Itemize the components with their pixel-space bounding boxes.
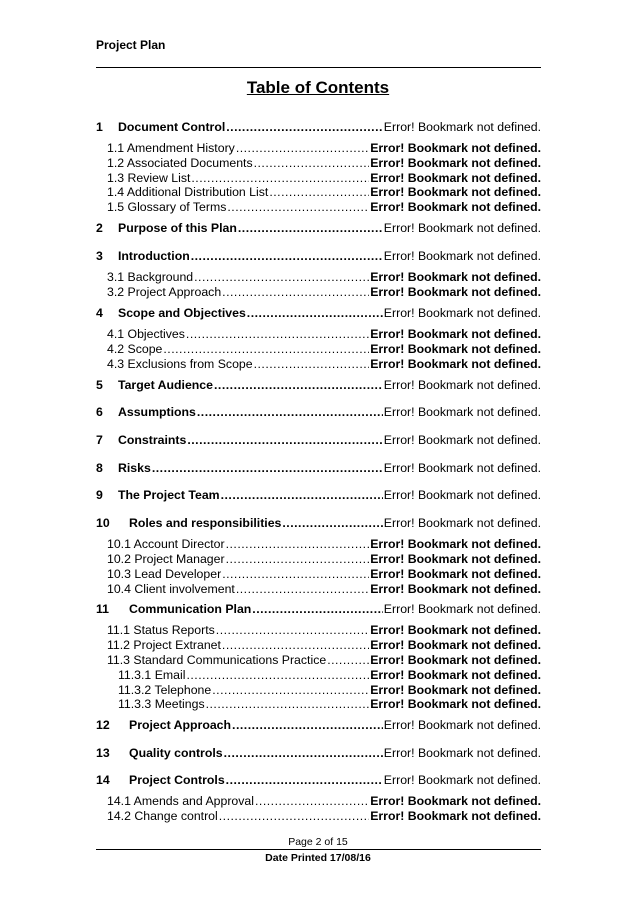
- toc-entry-text: Target Audience: [118, 378, 213, 392]
- dot-leader: [252, 602, 383, 616]
- toc-entry-text: 4.1 Objectives: [107, 327, 185, 341]
- toc-entry-14-2[interactable]: [107, 807, 541, 823]
- toc-entry-text: 4.2 Scope: [107, 342, 163, 356]
- dot-leader: [226, 120, 383, 134]
- toc-entry-text: 4.3 Exclusions from Scope: [107, 357, 253, 371]
- toc-entry-page: Error! Bookmark not defined.: [383, 746, 541, 760]
- toc-entry-10[interactable]: [96, 514, 541, 530]
- toc-entry-text: 11.3.3 Meetings: [118, 697, 205, 711]
- footer-date-printed: Date Printed 17/08/16: [265, 852, 371, 864]
- dot-leader: [254, 357, 370, 371]
- toc-entry-10-1[interactable]: [107, 535, 541, 551]
- toc-entry-14-1[interactable]: [107, 792, 541, 808]
- toc-entry-page: Error! Bookmark not defined.: [383, 378, 541, 392]
- dot-leader: [221, 488, 383, 502]
- toc-entry-number: 8: [96, 461, 103, 475]
- toc-entry-number: 5: [96, 378, 103, 392]
- toc-entry-number: 3: [96, 249, 103, 263]
- dot-leader: [216, 623, 369, 637]
- dot-leader: [226, 773, 383, 787]
- dot-leader: [226, 537, 370, 551]
- toc-entry-page: Error! Bookmark not defined.: [383, 433, 541, 447]
- toc-entry-text: Scope and Objectives: [118, 306, 246, 320]
- toc-entry-text: 10.1 Account Director: [107, 537, 225, 551]
- toc-entry-number: 10: [96, 516, 110, 530]
- dot-leader: [236, 582, 369, 596]
- dot-leader: [227, 200, 369, 214]
- toc-entry-4[interactable]: [96, 304, 541, 320]
- toc-entry-number: 6: [96, 405, 103, 419]
- toc-entry-11-3-3[interactable]: [118, 695, 541, 711]
- toc-entry-text: Project Controls: [129, 773, 225, 787]
- toc-entry-3-2[interactable]: [107, 283, 541, 299]
- dot-leader: [219, 809, 369, 823]
- dot-leader: [327, 653, 369, 667]
- toc-entry-3[interactable]: [96, 247, 541, 263]
- toc-entry-3-1[interactable]: [107, 268, 541, 284]
- toc-entry-11-3[interactable]: [107, 651, 541, 667]
- toc-entry-11-3-1[interactable]: [118, 666, 541, 682]
- dot-leader: [255, 794, 369, 808]
- dot-leader: [214, 378, 383, 392]
- toc-entry-2[interactable]: [96, 219, 541, 235]
- toc-entry-number: 9: [96, 488, 103, 502]
- toc-entry-9[interactable]: [96, 486, 541, 502]
- toc-entry-page: Error! Bookmark not defined.: [370, 200, 541, 214]
- toc-entry-4-3[interactable]: [107, 355, 541, 371]
- toc-entry-page: Error! Bookmark not defined.: [370, 697, 541, 711]
- toc-entry-page: Error! Bookmark not defined.: [370, 809, 541, 823]
- toc-entry-page: Error! Bookmark not defined.: [370, 794, 541, 808]
- toc-entry-page: Error! Bookmark not defined.: [370, 582, 541, 596]
- toc-entry-1[interactable]: [96, 118, 541, 134]
- toc-entry-page: Error! Bookmark not defined.: [370, 567, 541, 581]
- dot-leader: [186, 327, 369, 341]
- toc-entry-6[interactable]: [96, 403, 541, 419]
- toc-entry-text: Quality controls: [129, 746, 223, 760]
- toc-entry-text: 1.2 Associated Documents: [107, 156, 253, 170]
- dot-leader: [194, 270, 369, 284]
- toc-entry-page: Error! Bookmark not defined.: [383, 120, 541, 134]
- toc-entry-text: Project Approach: [129, 718, 232, 732]
- dot-leader: [222, 567, 369, 581]
- toc-entry-page: Error! Bookmark not defined.: [370, 171, 541, 185]
- footer-rule: [96, 849, 541, 850]
- dot-leader: [238, 221, 383, 235]
- toc-entry-text: 1.4 Additional Distribution List: [107, 185, 269, 199]
- toc-entry-text: 14.1 Amends and Approval: [107, 794, 254, 808]
- dot-leader: [206, 697, 370, 711]
- toc-entry-text: Document Control: [118, 120, 226, 134]
- toc-entry-page: Error! Bookmark not defined.: [370, 357, 541, 371]
- toc-entry-page: Error! Bookmark not defined.: [383, 249, 541, 263]
- dot-leader: [186, 668, 369, 682]
- toc-entry-10-3[interactable]: [107, 565, 541, 581]
- toc-entry-11[interactable]: [96, 600, 541, 616]
- toc-entry-page: Error! Bookmark not defined.: [370, 285, 541, 299]
- toc-entry-text: The Project Team: [118, 488, 220, 502]
- toc-entry-page: Error! Bookmark not defined.: [370, 342, 541, 356]
- toc-entry-page: Error! Bookmark not defined.: [383, 516, 541, 530]
- dot-leader: [269, 185, 369, 199]
- toc-entry-8[interactable]: [96, 459, 541, 475]
- toc-entry-text: 3.2 Project Approach: [107, 285, 222, 299]
- header-rule: [96, 67, 541, 68]
- dot-leader: [197, 405, 383, 419]
- toc-entry-text: Roles and responsibilities: [129, 516, 282, 530]
- toc-entry-page: Error! Bookmark not defined.: [370, 653, 541, 667]
- toc-entry-text: Purpose of this Plan: [118, 221, 237, 235]
- toc-entry-page: Error! Bookmark not defined.: [370, 668, 541, 682]
- dot-leader: [282, 516, 382, 530]
- toc-entry-page: Error! Bookmark not defined.: [370, 327, 541, 341]
- toc-entry-text: 11.3.2 Telephone: [118, 683, 212, 697]
- toc-entry-4-1[interactable]: [107, 325, 541, 341]
- toc-entry-11-2[interactable]: [107, 636, 541, 652]
- toc-entry-text: 11.2 Project Extranet: [107, 638, 221, 652]
- toc-entry-text: Assumptions: [118, 405, 196, 419]
- dot-leader: [224, 746, 383, 760]
- toc-entry-7[interactable]: [96, 431, 541, 447]
- toc-entry-text: 11.3.1 Email: [118, 668, 186, 682]
- dot-leader: [232, 718, 383, 732]
- toc-entry-number: 4: [96, 306, 103, 320]
- toc-entry-text: 10.3 Lead Developer: [107, 567, 222, 581]
- toc-entry-text: 1.5 Glossary of Terms: [107, 200, 227, 214]
- toc-entry-page: Error! Bookmark not defined.: [383, 718, 541, 732]
- toc-entry-text: Introduction: [118, 249, 190, 263]
- toc-entry-1-2[interactable]: [107, 154, 541, 170]
- toc-entry-page: Error! Bookmark not defined.: [383, 461, 541, 475]
- toc-title: Table of Contents: [246, 78, 390, 97]
- toc-entry-page: Error! Bookmark not defined.: [383, 773, 541, 787]
- toc-entry-12[interactable]: [96, 716, 541, 732]
- toc-entry-14[interactable]: [96, 771, 541, 787]
- toc-entry-text: 10.2 Project Manager: [107, 552, 225, 566]
- dot-leader: [191, 249, 383, 263]
- toc-entry-1-5[interactable]: [107, 198, 541, 214]
- dot-leader: [163, 342, 369, 356]
- toc-entry-text: 10.4 Client involvement: [107, 582, 235, 596]
- toc-entry-1-4[interactable]: [107, 183, 541, 199]
- toc-entry-10-4[interactable]: [107, 580, 541, 596]
- toc-entry-text: 1.1 Amendment History: [107, 141, 235, 155]
- toc-entry-page: Error! Bookmark not defined.: [370, 156, 541, 170]
- toc-entry-page: Error! Bookmark not defined.: [370, 638, 541, 652]
- toc-entry-10-2[interactable]: [107, 550, 541, 566]
- toc-entry-text: Risks: [118, 461, 151, 475]
- toc-entry-page: Error! Bookmark not defined.: [383, 602, 541, 616]
- toc-entry-number: 12: [96, 718, 110, 732]
- toc-entry-page: Error! Bookmark not defined.: [383, 221, 541, 235]
- toc-entry-text: 3.1 Background: [107, 270, 194, 284]
- toc-entry-text: 14.2 Change control: [107, 809, 218, 823]
- dot-leader: [236, 141, 369, 155]
- toc-entry-page: Error! Bookmark not defined.: [370, 270, 541, 284]
- toc-entry-text: Constraints: [118, 433, 187, 447]
- dot-leader: [247, 306, 383, 320]
- toc-entry-1-1[interactable]: [107, 139, 541, 155]
- toc-entry-number: 1: [96, 120, 103, 134]
- dot-leader: [226, 552, 370, 566]
- dot-leader: [187, 433, 382, 447]
- toc-entry-text: 11.1 Status Reports: [107, 623, 215, 637]
- toc-entry-page: Error! Bookmark not defined.: [370, 552, 541, 566]
- toc-entry-number: 2: [96, 221, 103, 235]
- toc-entry-page: Error! Bookmark not defined.: [383, 488, 541, 502]
- toc-entry-text: 1.3 Review List: [107, 171, 191, 185]
- header-title: Project Plan: [96, 38, 166, 52]
- toc-entry-text: 11.3 Standard Communications Practice: [107, 653, 327, 667]
- toc-entry-number: 11: [96, 602, 109, 616]
- toc-entry-text: Communication Plan: [129, 602, 252, 616]
- footer-page-number: Page 2 of 15: [288, 836, 348, 848]
- toc-entry-number: 7: [96, 433, 103, 447]
- toc-entry-page: Error! Bookmark not defined.: [370, 185, 541, 199]
- toc-entry-page: Error! Bookmark not defined.: [370, 623, 541, 637]
- toc-entry-number: 14: [96, 773, 110, 787]
- toc-entry-5[interactable]: [96, 376, 541, 392]
- toc-entry-4-2[interactable]: [107, 340, 541, 356]
- dot-leader: [222, 285, 369, 299]
- toc-entry-page: Error! Bookmark not defined.: [370, 141, 541, 155]
- toc-entry-number: 13: [96, 746, 110, 760]
- toc-entry-13[interactable]: [96, 744, 541, 760]
- toc-entry-page: Error! Bookmark not defined.: [370, 537, 541, 551]
- toc-entry-page: Error! Bookmark not defined.: [383, 405, 541, 419]
- toc-entry-11-1[interactable]: [107, 621, 541, 637]
- dot-leader: [254, 156, 370, 170]
- toc-entry-page: Error! Bookmark not defined.: [370, 683, 541, 697]
- dot-leader: [222, 638, 369, 652]
- dot-leader: [152, 461, 383, 475]
- toc-entry-page: Error! Bookmark not defined.: [383, 306, 541, 320]
